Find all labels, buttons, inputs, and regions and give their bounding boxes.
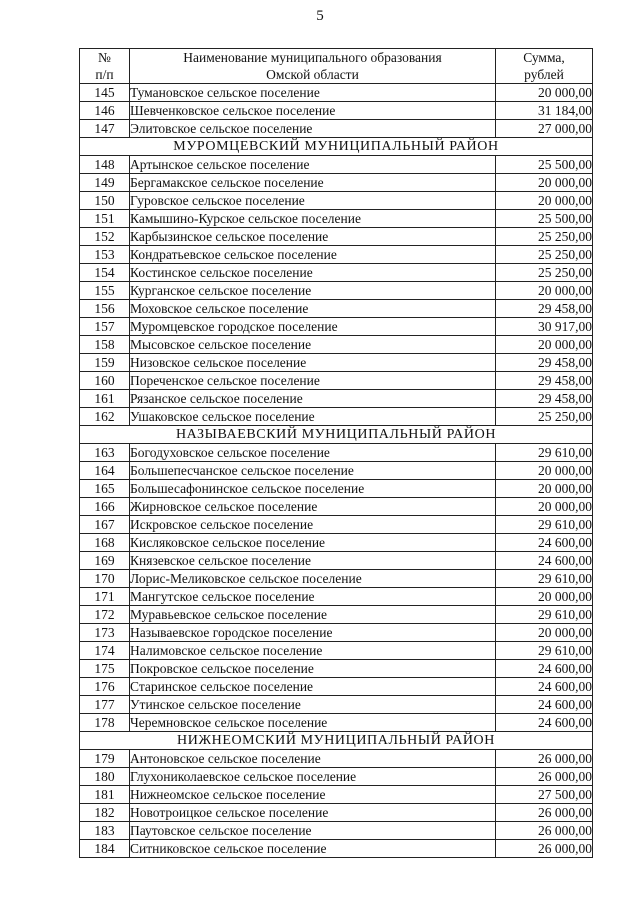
municipality-name: Муромцевское городское поселение <box>130 318 496 336</box>
municipality-name: Ушаковское сельское поселение <box>130 408 496 426</box>
amount-rubles: 20 000,00 <box>496 282 593 300</box>
table-row <box>80 660 593 678</box>
amount-rubles: 26 000,00 <box>496 804 593 822</box>
amount-rubles: 20 000,00 <box>496 174 593 192</box>
municipality-name: Паутовское сельское поселение <box>130 822 496 840</box>
table-row <box>80 588 593 606</box>
amount-rubles: 24 600,00 <box>496 714 593 732</box>
amount-rubles: 26 000,00 <box>496 768 593 786</box>
table-row <box>80 372 593 390</box>
amount-rubles: 20 000,00 <box>496 588 593 606</box>
table-row <box>80 246 593 264</box>
municipality-name: Называевское городское поселение <box>130 624 496 642</box>
row-number: 176 <box>80 678 130 696</box>
municipality-name: Элитовское сельское поселение <box>130 120 496 138</box>
amount-rubles: 20 000,00 <box>496 498 593 516</box>
table-row <box>80 408 593 426</box>
municipality-name: Рязанское сельское поселение <box>130 390 496 408</box>
municipality-name: Большепесчанское сельское поселение <box>130 462 496 480</box>
page-number: 5 <box>316 8 324 24</box>
table-body <box>80 84 593 858</box>
municipality-name: Пореченское сельское поселение <box>130 372 496 390</box>
municipality-name: Глухониколаевское сельское поселение <box>130 768 496 786</box>
amount-rubles: 29 610,00 <box>496 570 593 588</box>
table-row <box>80 318 593 336</box>
municipality-name: Камышино-Курское сельское поселение <box>130 210 496 228</box>
municipality-name: Богодуховское сельское поселение <box>130 444 496 462</box>
amount-rubles: 29 458,00 <box>496 372 593 390</box>
amount-rubles: 27 000,00 <box>496 120 593 138</box>
row-number: 149 <box>80 174 130 192</box>
amount-rubles: 29 610,00 <box>496 444 593 462</box>
amount-rubles: 29 458,00 <box>496 300 593 318</box>
row-number: 150 <box>80 192 130 210</box>
table-row <box>80 804 593 822</box>
municipality-name: Искровское сельское поселение <box>130 516 496 534</box>
table-row <box>80 462 593 480</box>
district-title: НАЗЫВАЕВСКИЙ МУНИЦИПАЛЬНЫЙ РАЙОН <box>80 426 593 444</box>
table-row <box>80 696 593 714</box>
table-header <box>80 49 593 84</box>
municipality-name: Князевское сельское поселение <box>130 552 496 570</box>
row-number: 155 <box>80 282 130 300</box>
amount-rubles: 29 610,00 <box>496 642 593 660</box>
table-row <box>80 120 593 138</box>
amount-rubles: 31 184,00 <box>496 102 593 120</box>
municipality-name: Жирновское сельское поселение <box>130 498 496 516</box>
row-number: 157 <box>80 318 130 336</box>
amount-rubles: 29 610,00 <box>496 516 593 534</box>
row-number: 173 <box>80 624 130 642</box>
municipality-name: Гуровское сельское поселение <box>130 192 496 210</box>
row-number: 170 <box>80 570 130 588</box>
municipality-name: Кондратьевское сельское поселение <box>130 246 496 264</box>
header-sum-line2: рублей <box>524 67 564 82</box>
row-number: 148 <box>80 156 130 174</box>
header-row <box>80 49 593 84</box>
table-row <box>80 480 593 498</box>
table-row <box>80 840 593 858</box>
row-number: 178 <box>80 714 130 732</box>
municipality-name: Бергамакское сельское поселение <box>130 174 496 192</box>
table-row <box>80 264 593 282</box>
municipality-name: Большесафонинское сельское поселение <box>130 480 496 498</box>
amount-rubles: 25 250,00 <box>496 264 593 282</box>
municipality-name: Антоновское сельское поселение <box>130 750 496 768</box>
municipality-name: Кисляковское сельское поселение <box>130 534 496 552</box>
amount-rubles: 25 500,00 <box>496 156 593 174</box>
municipality-name: Низовское сельское поселение <box>130 354 496 372</box>
row-number: 156 <box>80 300 130 318</box>
header-name <box>130 49 496 84</box>
table-row <box>80 102 593 120</box>
amount-rubles: 26 000,00 <box>496 750 593 768</box>
district-title: НИЖНЕОМСКИЙ МУНИЦИПАЛЬНЫЙ РАЙОН <box>80 732 593 750</box>
amount-rubles: 25 250,00 <box>496 246 593 264</box>
table-row <box>80 300 593 318</box>
amount-rubles: 25 250,00 <box>496 228 593 246</box>
table-row <box>80 336 593 354</box>
row-number: 147 <box>80 120 130 138</box>
table-row <box>80 714 593 732</box>
row-number: 166 <box>80 498 130 516</box>
amount-rubles: 24 600,00 <box>496 552 593 570</box>
municipality-name: Шевченковское сельское поселение <box>130 102 496 120</box>
municipality-name: Карбызинское сельское поселение <box>130 228 496 246</box>
table-row <box>80 768 593 786</box>
amount-rubles: 24 600,00 <box>496 678 593 696</box>
municipality-name: Покровское сельское поселение <box>130 660 496 678</box>
municipality-name: Костинское сельское поселение <box>130 264 496 282</box>
table-row <box>80 174 593 192</box>
amount-rubles: 24 600,00 <box>496 534 593 552</box>
amount-rubles: 20 000,00 <box>496 480 593 498</box>
row-number: 165 <box>80 480 130 498</box>
amount-rubles: 20 000,00 <box>496 192 593 210</box>
header-name-line2: Омской области <box>266 67 359 82</box>
municipality-name: Курганское сельское поселение <box>130 282 496 300</box>
amount-rubles: 26 000,00 <box>496 840 593 858</box>
district-header-row <box>80 426 593 444</box>
municipality-name: Черемновское сельское поселение <box>130 714 496 732</box>
allocation-table <box>79 48 593 858</box>
amount-rubles: 24 600,00 <box>496 696 593 714</box>
row-number: 175 <box>80 660 130 678</box>
row-number: 171 <box>80 588 130 606</box>
municipality-name: Муравьевское сельское поселение <box>130 606 496 624</box>
row-number: 164 <box>80 462 130 480</box>
header-name-line1: Наименование муниципального образования <box>183 50 442 65</box>
amount-rubles: 26 000,00 <box>496 822 593 840</box>
table-row <box>80 354 593 372</box>
table-row <box>80 390 593 408</box>
amount-rubles: 30 917,00 <box>496 318 593 336</box>
municipality-name: Новотроицкое сельское поселение <box>130 804 496 822</box>
table-row <box>80 624 593 642</box>
row-number: 169 <box>80 552 130 570</box>
amount-rubles: 29 458,00 <box>496 354 593 372</box>
municipality-name: Утинское сельское поселение <box>130 696 496 714</box>
row-number: 168 <box>80 534 130 552</box>
municipality-name: Налимовское сельское поселение <box>130 642 496 660</box>
table-row <box>80 534 593 552</box>
table-row <box>80 156 593 174</box>
row-number: 182 <box>80 804 130 822</box>
row-number: 158 <box>80 336 130 354</box>
table-row <box>80 210 593 228</box>
header-number <box>80 49 130 84</box>
header-number-line2: п/п <box>95 67 114 82</box>
row-number: 153 <box>80 246 130 264</box>
header-sum-line1: Сумма, <box>523 50 565 65</box>
row-number: 163 <box>80 444 130 462</box>
table-row <box>80 498 593 516</box>
table-row <box>80 192 593 210</box>
municipality-name: Старинское сельское поселение <box>130 678 496 696</box>
table-row <box>80 750 593 768</box>
amount-rubles: 24 600,00 <box>496 660 593 678</box>
amount-rubles: 25 250,00 <box>496 408 593 426</box>
header-sum <box>496 49 593 84</box>
district-header-row <box>80 732 593 750</box>
table-row <box>80 642 593 660</box>
row-number: 172 <box>80 606 130 624</box>
row-number: 162 <box>80 408 130 426</box>
district-header-row <box>80 138 593 156</box>
row-number: 145 <box>80 84 130 102</box>
municipality-name: Мысовское сельское поселение <box>130 336 496 354</box>
amount-rubles: 27 500,00 <box>496 786 593 804</box>
amount-rubles: 20 000,00 <box>496 84 593 102</box>
row-number: 183 <box>80 822 130 840</box>
amount-rubles: 20 000,00 <box>496 624 593 642</box>
table-row <box>80 516 593 534</box>
amount-rubles: 29 458,00 <box>496 390 593 408</box>
row-number: 181 <box>80 786 130 804</box>
row-number: 160 <box>80 372 130 390</box>
row-number: 179 <box>80 750 130 768</box>
row-number: 146 <box>80 102 130 120</box>
municipality-name: Тумановское сельское поселение <box>130 84 496 102</box>
municipality-name: Мангутское сельское поселение <box>130 588 496 606</box>
table-row <box>80 822 593 840</box>
municipality-name: Артынское сельское поселение <box>130 156 496 174</box>
row-number: 184 <box>80 840 130 858</box>
table-row <box>80 228 593 246</box>
municipality-name: Нижнеомское сельское поселение <box>130 786 496 804</box>
row-number: 177 <box>80 696 130 714</box>
row-number: 180 <box>80 768 130 786</box>
table-row <box>80 282 593 300</box>
municipality-name: Лорис-Меликовское сельское поселение <box>130 570 496 588</box>
header-number-line1: № <box>98 50 111 65</box>
amount-rubles: 20 000,00 <box>496 462 593 480</box>
municipality-name: Моховское сельское поселение <box>130 300 496 318</box>
row-number: 161 <box>80 390 130 408</box>
amount-rubles: 29 610,00 <box>496 606 593 624</box>
table-row <box>80 570 593 588</box>
row-number: 159 <box>80 354 130 372</box>
table-row <box>80 786 593 804</box>
table-row <box>80 552 593 570</box>
row-number: 174 <box>80 642 130 660</box>
amount-rubles: 25 500,00 <box>496 210 593 228</box>
row-number: 151 <box>80 210 130 228</box>
table-row <box>80 606 593 624</box>
amount-rubles: 20 000,00 <box>496 336 593 354</box>
row-number: 167 <box>80 516 130 534</box>
table-row <box>80 444 593 462</box>
municipality-name: Ситниковское сельское поселение <box>130 840 496 858</box>
table-row <box>80 84 593 102</box>
row-number: 154 <box>80 264 130 282</box>
district-title: МУРОМЦЕВСКИЙ МУНИЦИПАЛЬНЫЙ РАЙОН <box>80 138 593 156</box>
row-number: 152 <box>80 228 130 246</box>
table-row <box>80 678 593 696</box>
